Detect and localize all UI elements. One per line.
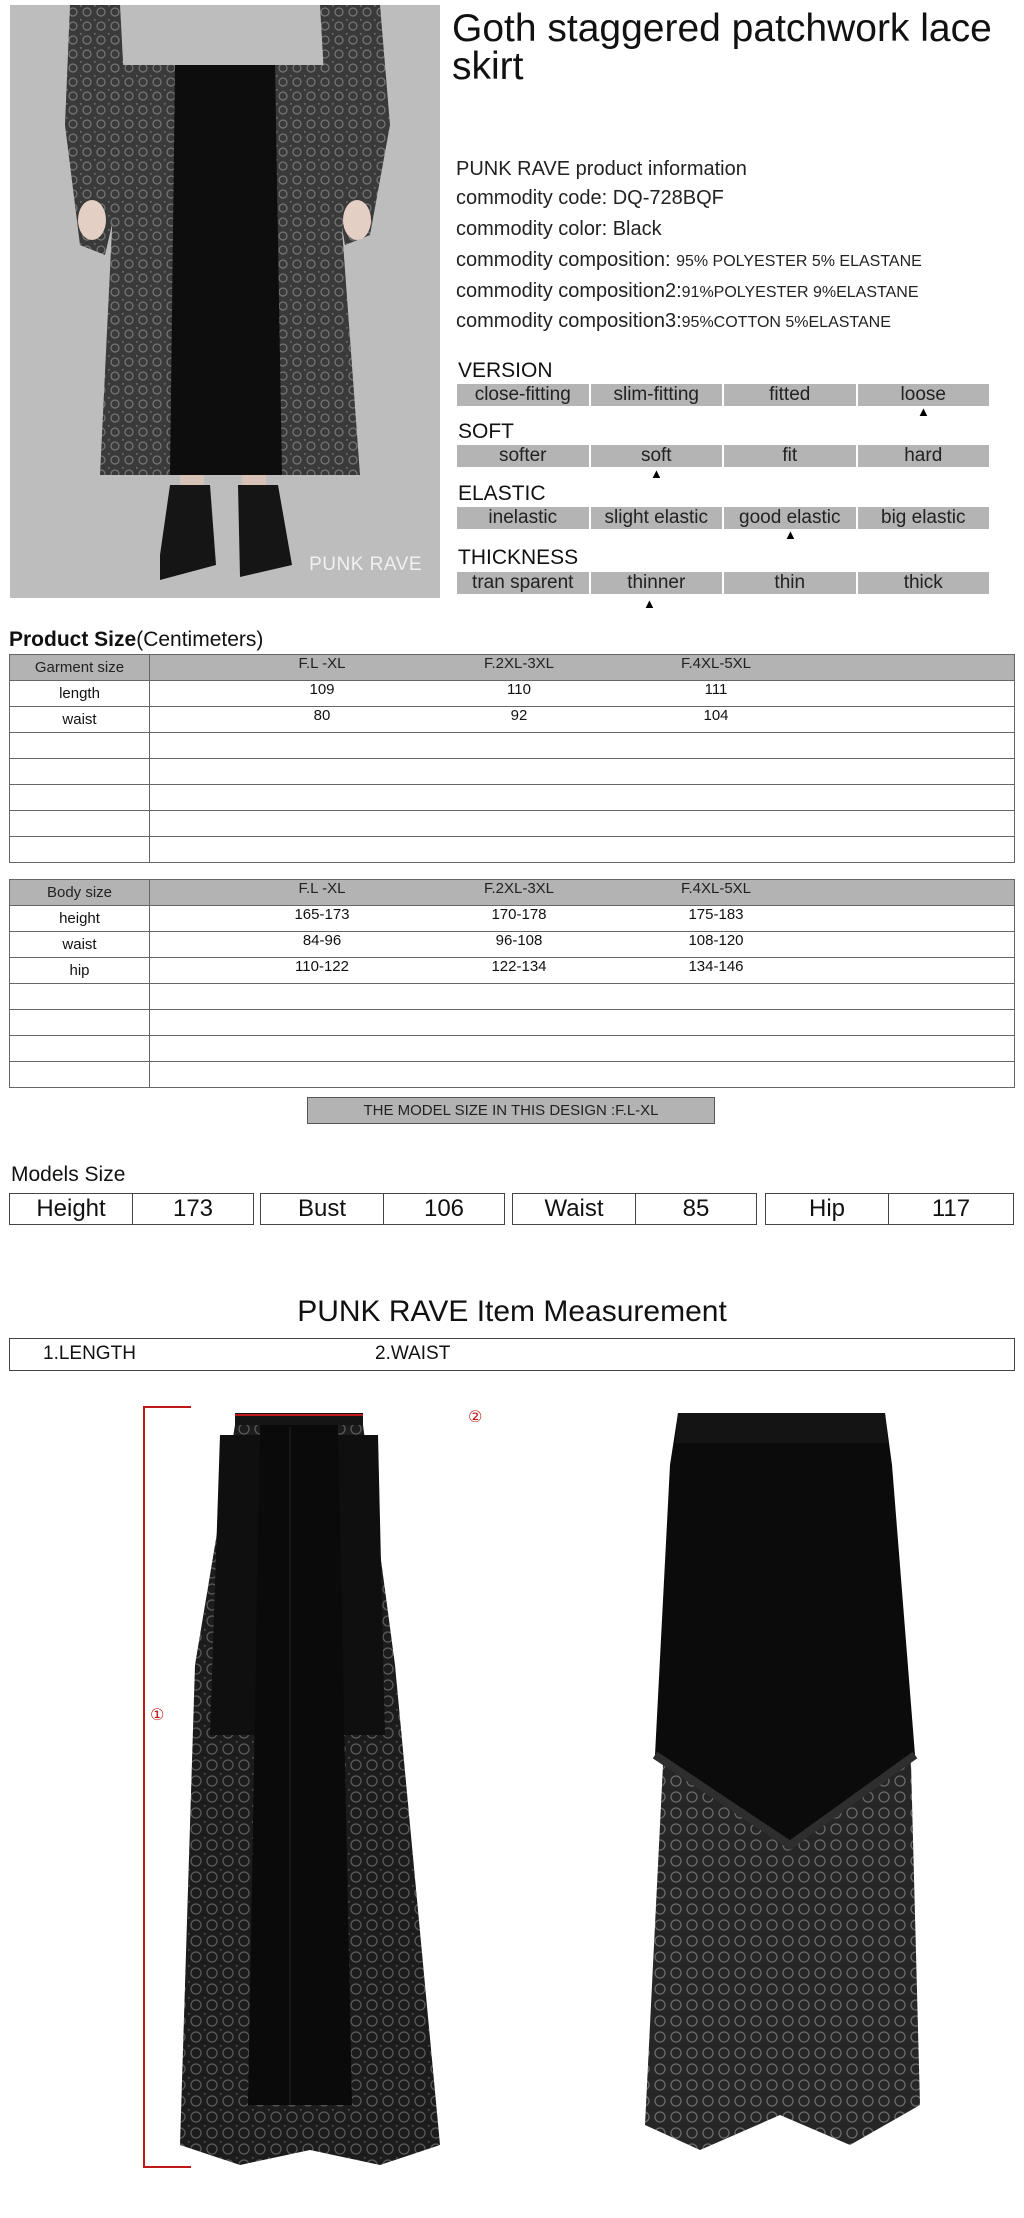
model-height-box: Height 173 (9, 1193, 254, 1225)
garment-size-table (9, 654, 1015, 863)
empty-row (10, 984, 1015, 1010)
info-color: commodity color: Black (456, 218, 662, 240)
empty-row (10, 733, 1015, 759)
table-row: height 165-173 170-178 175-183 (10, 906, 1015, 932)
elastic-scale (457, 507, 989, 529)
version-option: loose (858, 384, 990, 406)
version-option: fitted (724, 384, 856, 406)
version-marker-icon: ▲ (917, 404, 930, 419)
info-code: commodity code: DQ-728BQF (456, 187, 724, 209)
waist-marker-icon: ② (468, 1409, 483, 1426)
elastic-option: slight elastic (591, 507, 723, 529)
table-row: length 109 110 111 (10, 681, 1015, 707)
soft-option: hard (858, 445, 990, 467)
elastic-title: ELASTIC (458, 482, 546, 505)
soft-option: fit (724, 445, 856, 467)
model-size-note: THE MODEL SIZE IN THIS DESIGN :F.L-XL (307, 1097, 715, 1124)
elastic-option: inelastic (457, 507, 589, 529)
body-size-header: Body size (10, 880, 150, 906)
table-row: waist 84-96 96-108 108-120 (10, 932, 1015, 958)
table-row: hip 110-122 122-134 134-146 (10, 958, 1015, 984)
size-col-header: F.2XL-3XL (483, 880, 555, 897)
measurement-box (9, 1338, 1015, 1371)
version-option: slim-fitting (591, 384, 723, 406)
empty-row (10, 811, 1015, 837)
elastic-marker-icon: ▲ (784, 527, 797, 542)
thickness-option: thick (858, 572, 990, 594)
table-header-row (10, 655, 1015, 681)
empty-row (10, 1062, 1015, 1088)
models-size-title: Models Size (11, 1163, 126, 1186)
measurement-title: PUNK RAVE Item Measurement (297, 1295, 727, 1328)
table-row: waist 80 92 104 (10, 707, 1015, 733)
thickness-marker-icon: ▲ (643, 596, 656, 611)
size-col-header: F.L -XL (298, 655, 346, 672)
version-title: VERSION (458, 359, 553, 382)
soft-title: SOFT (458, 420, 514, 443)
info-composition-1: commodity composition: 95% POLYESTER 5% ELASTANE (456, 249, 922, 271)
product-title: Goth staggered patchwork lace skirt (452, 7, 992, 88)
empty-row (10, 785, 1015, 811)
empty-row (10, 1010, 1015, 1036)
info-composition-3: commodity composition3:95%COTTON 5%ELASTANE (456, 310, 891, 332)
size-col-header: F.2XL-3XL (483, 655, 555, 672)
version-scale (457, 384, 989, 406)
measurement-waist: 2.WAIST (375, 1343, 451, 1364)
length-marker-icon: ① (150, 1707, 165, 1724)
photo-watermark: PUNK RAVE (309, 554, 422, 575)
empty-row (10, 837, 1015, 863)
measurement-length: 1.LENGTH (43, 1343, 136, 1364)
empty-row (10, 1036, 1015, 1062)
soft-marker-icon: ▲ (650, 466, 663, 481)
info-composition-2: commodity composition2:91%POLYESTER 9%ELASTANE (456, 280, 919, 302)
table-header-row (10, 880, 1015, 906)
product-size-heading: Product Size(Centimeters) (9, 628, 264, 651)
size-col-header: F.L -XL (298, 880, 346, 897)
thickness-title: THICKNESS (458, 546, 579, 569)
elastic-option: big elastic (858, 507, 990, 529)
thickness-option: thinner (591, 572, 723, 594)
soft-option: softer (457, 445, 589, 467)
skirt-back-image (620, 1405, 950, 2170)
info-heading: PUNK RAVE product information (456, 158, 747, 180)
soft-option: soft (591, 445, 723, 467)
skirt-front-image (140, 1405, 483, 2170)
model-hip-box: Hip 117 (765, 1193, 1014, 1225)
model-bust-box: Bust 106 (260, 1193, 505, 1225)
version-option: close-fitting (457, 384, 589, 406)
body-size-table (9, 879, 1015, 1088)
thickness-scale (457, 572, 989, 594)
empty-row (10, 759, 1015, 785)
garment-size-header: Garment size (10, 655, 150, 681)
size-col-header: F.4XL-5XL (680, 880, 752, 897)
thickness-option: thin (724, 572, 856, 594)
product-photo (10, 5, 440, 598)
size-col-header: F.4XL-5XL (680, 655, 752, 672)
model-waist-box: Waist 85 (512, 1193, 757, 1225)
elastic-option: good elastic (724, 507, 856, 529)
soft-scale (457, 445, 989, 467)
thickness-option: tran sparent (457, 572, 589, 594)
